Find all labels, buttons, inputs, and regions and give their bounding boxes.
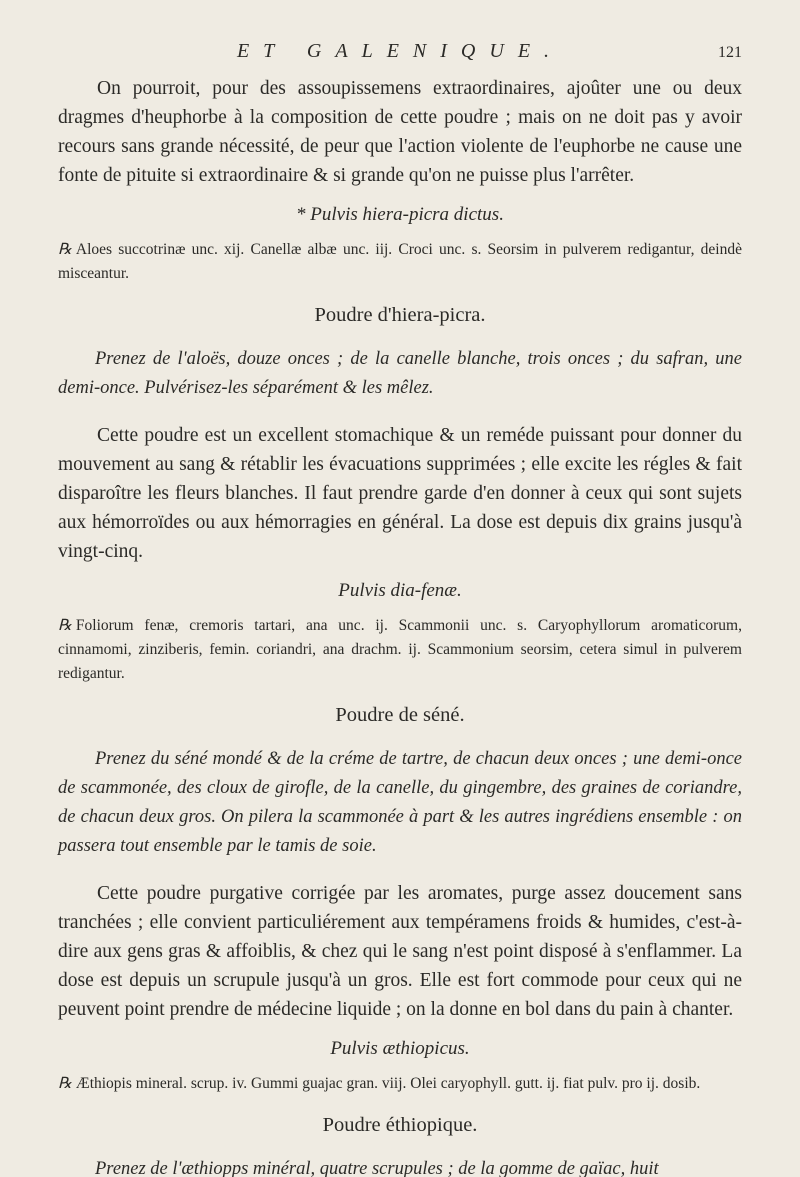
page-number: 121 xyxy=(718,44,742,61)
latin-recipe-text: Foliorum fenæ, cremoris tartari, ana unc. ij. Scammonii unc. s. Caryophyllorum aromaticorum, cinnamomi, zinziberis, femin. coriandri, ana drachm. ij. Scammonium seorsim, cetera simul in pulverem redigantur. xyxy=(58,617,742,682)
latin-title-aethiopicus: Pulvis æthiopicus. xyxy=(330,1038,470,1059)
paragraph-purgative: Cette poudre purgative corrigée par les aromates, purge assez doucement sans tranchées ; elle convient particuliérement aux tempéramens froids & humides, c'est-à-dire aux gens gras & affoiblis, & chez qui le sang n'est point disposé à s'enflammer. La dose est depuis un scrupule jusqu'à un gros. Elle est fort commode pour ceux qui ne peuvent point prendre de médecine liquide ; on la donne en bol dans du pain à chanter. xyxy=(58,883,742,1020)
recipe-sign-icon: ℞ xyxy=(58,241,72,258)
latin-recipe-text: Æthiopis mineral. scrup. iv. Gummi guajac gran. viij. Olei caryophyll. gutt. ij. fiat pulv. pro ij. dosib. xyxy=(75,1075,701,1092)
running-head xyxy=(58,40,742,74)
running-title: ET GALENIQUE. xyxy=(236,40,564,62)
latin-title-hiera-picra: * Pulvis hiera-picra dictus. xyxy=(296,204,504,225)
latin-recipe-text: Aloes succotrinæ unc. xij. Canellæ albæ unc. iij. Croci unc. s. Seorsim in pulverem redigantur, deindè misceantur. xyxy=(58,241,742,282)
french-recipe-hiera-picra: Prenez de l'aloës, douze onces ; de la canelle blanche, trois onces ; du safran, une demi-once. Pulvérisez-les séparément & les mêlez. xyxy=(58,349,742,398)
recipe-sign-icon: ℞ xyxy=(58,617,72,634)
french-title-ethiopique: Poudre éthiopique. xyxy=(322,1114,478,1136)
latin-recipe-hiera-picra xyxy=(58,238,742,286)
paragraph-euphorbe: On pourroit, pour des assoupissemens extraordinaires, ajoûter une ou deux dragmes d'heuphorbe à la composition de cette poudre ; mais on ne doit pas y avoir recours sans grande nécessité, de peur que l'action violente de l'euphorbe ne cause une fonte de pituite si extraordinaire & si grande qu'on ne puisse plus l'arrêter. xyxy=(58,78,742,186)
latin-recipe-aethiopicus xyxy=(58,1072,742,1096)
french-recipe-sene: Prenez du séné mondé & de la créme de tartre, de chacun deux onces ; une demi-once de scammonée, des cloux de girofle, de la canelle, du gingembre, des graines de coriandre, de chacun deux gros. On pilera la scammonée à part & les autres ingrédiens ensemble : on passera tout ensemble par le tamis de soie. xyxy=(58,749,742,856)
latin-recipe-dia-sena xyxy=(58,614,742,686)
paragraph-stomachique: Cette poudre est un excellent stomachique & un reméde puissant pour donner du mouvement au sang & rétablir les évacuations supprimées ; elle excite les régles & fait disparoître les fleurs blanches. Il faut prendre garde d'en donner à ceux qui sont sujets aux hémorroïdes ou aux hémorragies en général. La dose est depuis dix grains jusqu'à vingt-cinq. xyxy=(58,425,742,562)
french-recipe-ethiopique: Prenez de l'æthiopps minéral, quatre scrupules ; de la gomme de gaïac, huit xyxy=(95,1159,659,1177)
latin-title-dia-sena: Pulvis dia-fenæ. xyxy=(338,580,462,601)
french-title-sene: Poudre de séné. xyxy=(335,704,465,726)
french-title-hiera-picra: Poudre d'hiera-picra. xyxy=(314,304,486,326)
recipe-sign-icon: ℞ xyxy=(58,1075,72,1092)
